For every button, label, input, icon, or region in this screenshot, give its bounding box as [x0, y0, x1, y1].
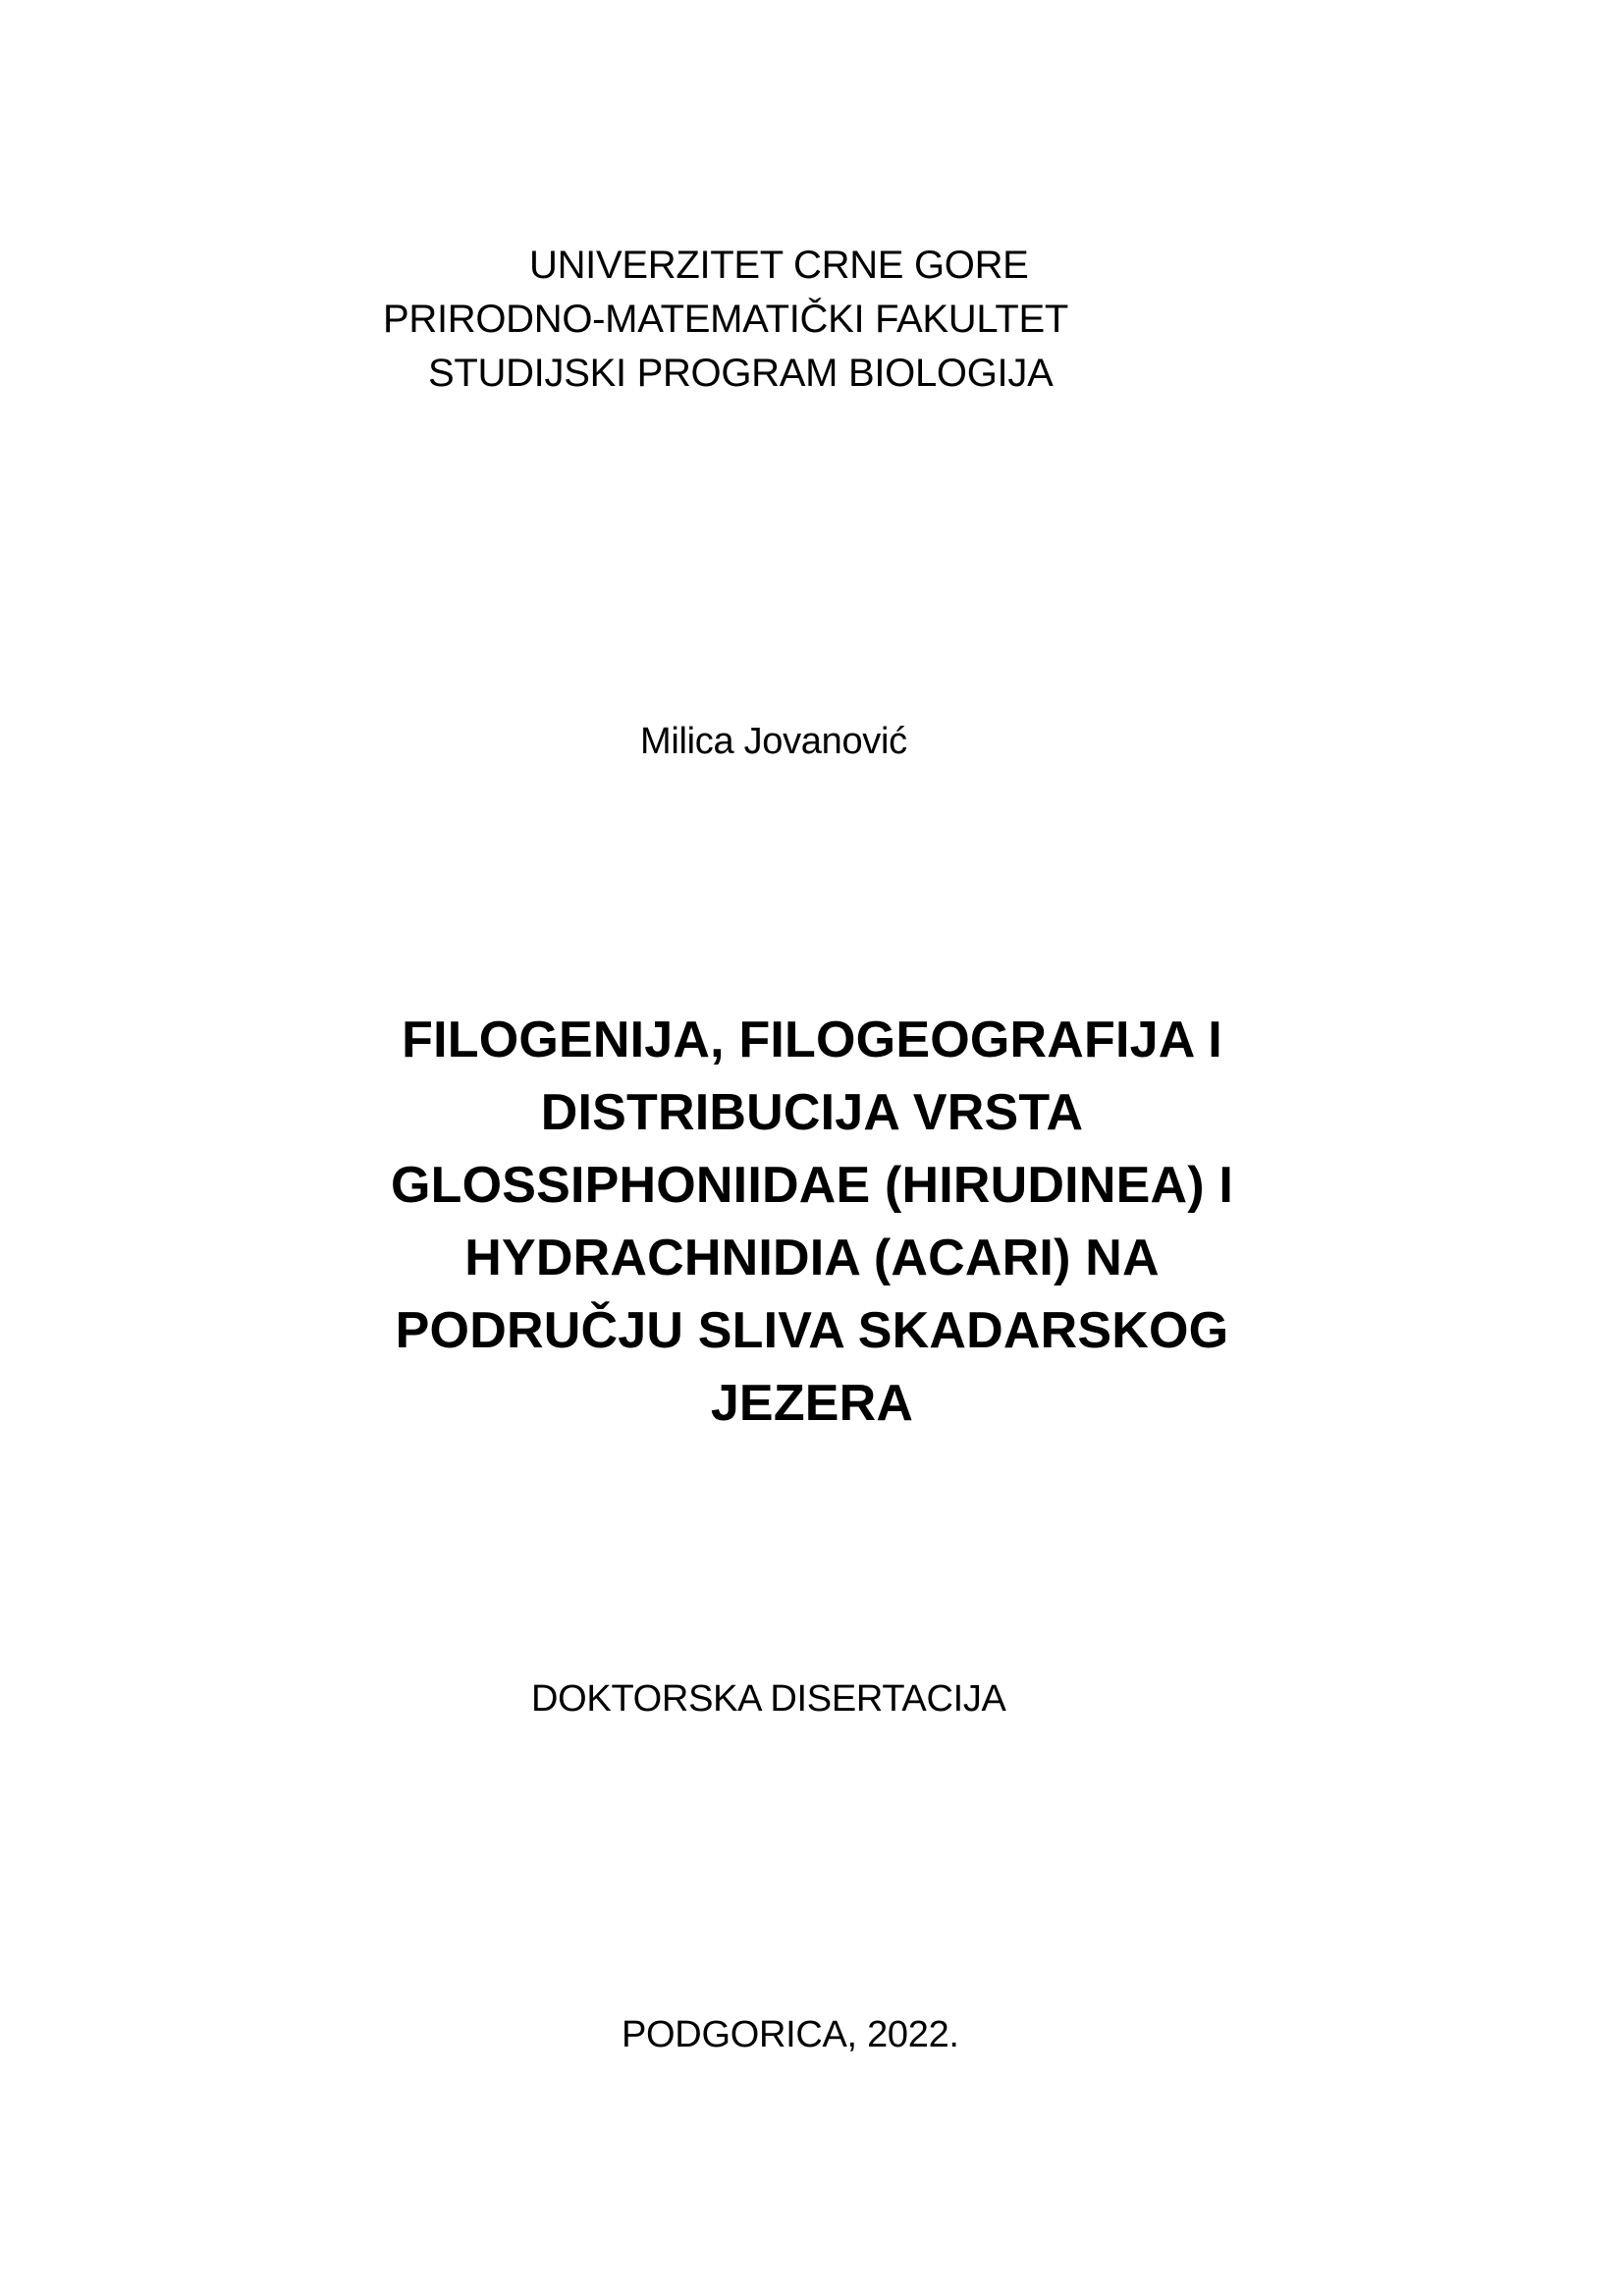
document-type: DOKTORSKA DISERTACIJA: [531, 1678, 1006, 1720]
university-name: UNIVERZITET CRNE GORE: [529, 244, 1029, 287]
thesis-title-line-4: HYDRACHNIDIA (ACARI) NA: [464, 1230, 1160, 1286]
author-name: Milica Jovanović: [640, 721, 907, 762]
thesis-title-line-3: GLOSSIPHONIIDAE (HIRUDINEA) I: [390, 1157, 1234, 1214]
thesis-title-line-6: JEZERA: [710, 1375, 914, 1432]
faculty-name: PRIRODNO-MATEMATIČKI FAKULTET: [383, 298, 1068, 341]
study-program: STUDIJSKI PROGRAM BIOLOGIJA: [428, 352, 1054, 395]
thesis-title-line-5: PODRUČJU SLIVA SKADARSKOG: [395, 1302, 1229, 1359]
place-and-year: PODGORICA, 2022.: [622, 2014, 959, 2055]
thesis-title-line-2: DISTRIBUCIJA VRSTA: [540, 1084, 1084, 1141]
thesis-title-line-1: FILOGENIJA, FILOGEOGRAFIJA I: [402, 1011, 1222, 1068]
